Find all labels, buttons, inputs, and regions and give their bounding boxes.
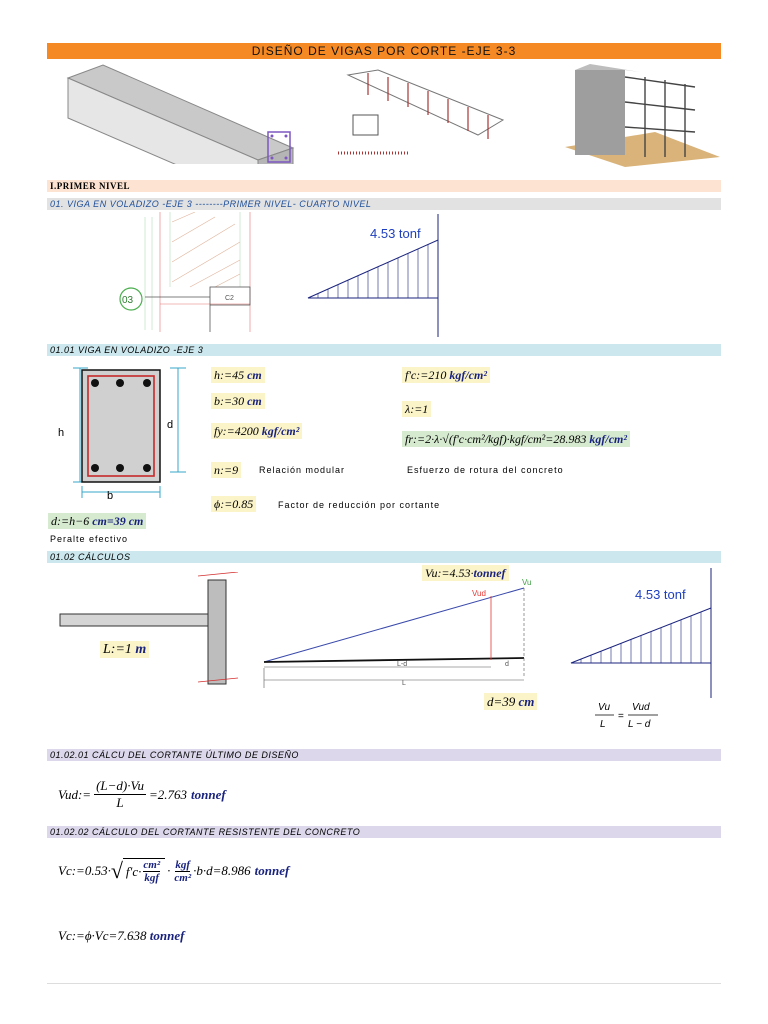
shear-diagram [262, 568, 562, 693]
svg-text:Vu: Vu [598, 702, 611, 713]
n-description: Relación modular [259, 465, 346, 475]
vud-label: Vud [472, 589, 486, 598]
footer-divider [47, 983, 721, 984]
section-header-primer-nivel: I.PRIMER NIVEL [47, 180, 721, 192]
load-diagram-bottom [565, 568, 715, 703]
cross-section-figure [48, 364, 188, 504]
phi-description: Factor de reducción por cortante [278, 500, 441, 510]
load-label-top: 4.53 tonf [370, 226, 421, 241]
vc2-formula: Vc:=ϕ·Vc=7.638 tonnef [58, 928, 185, 943]
h-definition: h:=45 cm [211, 367, 265, 383]
L-definition: L:=1 m [100, 641, 149, 658]
fr-definition: fr:=2·λ·√(f'c·cm²/kgf)·kgf/cm²=28.983 kgf/cm² [402, 431, 630, 447]
lambda-definition: λ:=1 [402, 401, 431, 417]
column-label: C2 [225, 295, 234, 302]
ratio-formula [592, 698, 672, 738]
column-rebar-image [555, 62, 725, 167]
svg-text:L − d: L − d [628, 719, 651, 730]
d-dim-label: d [167, 419, 174, 431]
svg-text:Vud: Vud [632, 702, 650, 713]
vu-label: Vu [522, 578, 532, 587]
b-dim-label: b [107, 490, 114, 502]
vud-formula: Vud:= $\frac{(L-d)\cdot Vu}{L}$ =2.763 tonnef [58, 778, 226, 810]
page-title: DISEÑO DE VIGAS POR CORTE -EJE 3-3 [47, 43, 721, 59]
L-small-label: L [402, 680, 406, 687]
rebar-cage-image [338, 65, 513, 160]
axis-label: 03 [122, 295, 134, 306]
d-value: d=39 cm [484, 693, 537, 710]
beam-3d-image [58, 60, 298, 164]
ld-label: L-d [397, 661, 408, 668]
h-dim-label: h [58, 427, 65, 439]
svg-text:L: L [600, 719, 606, 730]
plan-drawing [100, 212, 260, 334]
fr-description: Esfuerzo de rotura del concreto [407, 465, 564, 475]
Vu-definition: Vu:=4.53·tonnef [422, 565, 509, 581]
section-header-viga-voladizo: 01. VIGA EN VOLADIZO -EJE 3 --------PRIMER NIVEL- CUARTO NIVEL [47, 198, 721, 210]
fy-definition: fy:=4200 kgf/cm² [211, 423, 302, 439]
section-header-cortante-ultimo: 01.02.01 CÁLCU DEL CORTANTE ÚLTIMO DE DISEÑO [47, 749, 721, 761]
cantilever-figure [58, 572, 248, 687]
b-definition: b:=30 cm [211, 393, 265, 409]
section-header-calculos: 01.02 CÁLCULOS [47, 551, 721, 563]
svg-text:=: = [618, 711, 624, 722]
n-definition: n:=9 [211, 462, 241, 478]
load-diagram-top [300, 212, 450, 340]
fc-definition: f'c:=210 kgf/cm² [402, 367, 490, 383]
d-definition: d:=h−6 cm=39 cm [48, 513, 146, 529]
d-small-label: d [505, 661, 509, 668]
section-header-cortante-resistente: 01.02.02 CÁLCULO DEL CORTANTE RESISTENTE DEL CONCRETO [47, 826, 721, 838]
vc-formula: Vc:=0.53· √ f′c· cm² kgf · kgf cm² ·b·d=8.986 tonnef [58, 858, 290, 884]
phi-definition: ϕ:=0.85 [211, 496, 256, 512]
load-label-bottom: 4.53 tonf [635, 587, 686, 602]
section-header-viga-eje3: 01.01 VIGA EN VOLADIZO -EJE 3 [47, 344, 721, 356]
d-description: Peralte efectivo [50, 534, 129, 544]
